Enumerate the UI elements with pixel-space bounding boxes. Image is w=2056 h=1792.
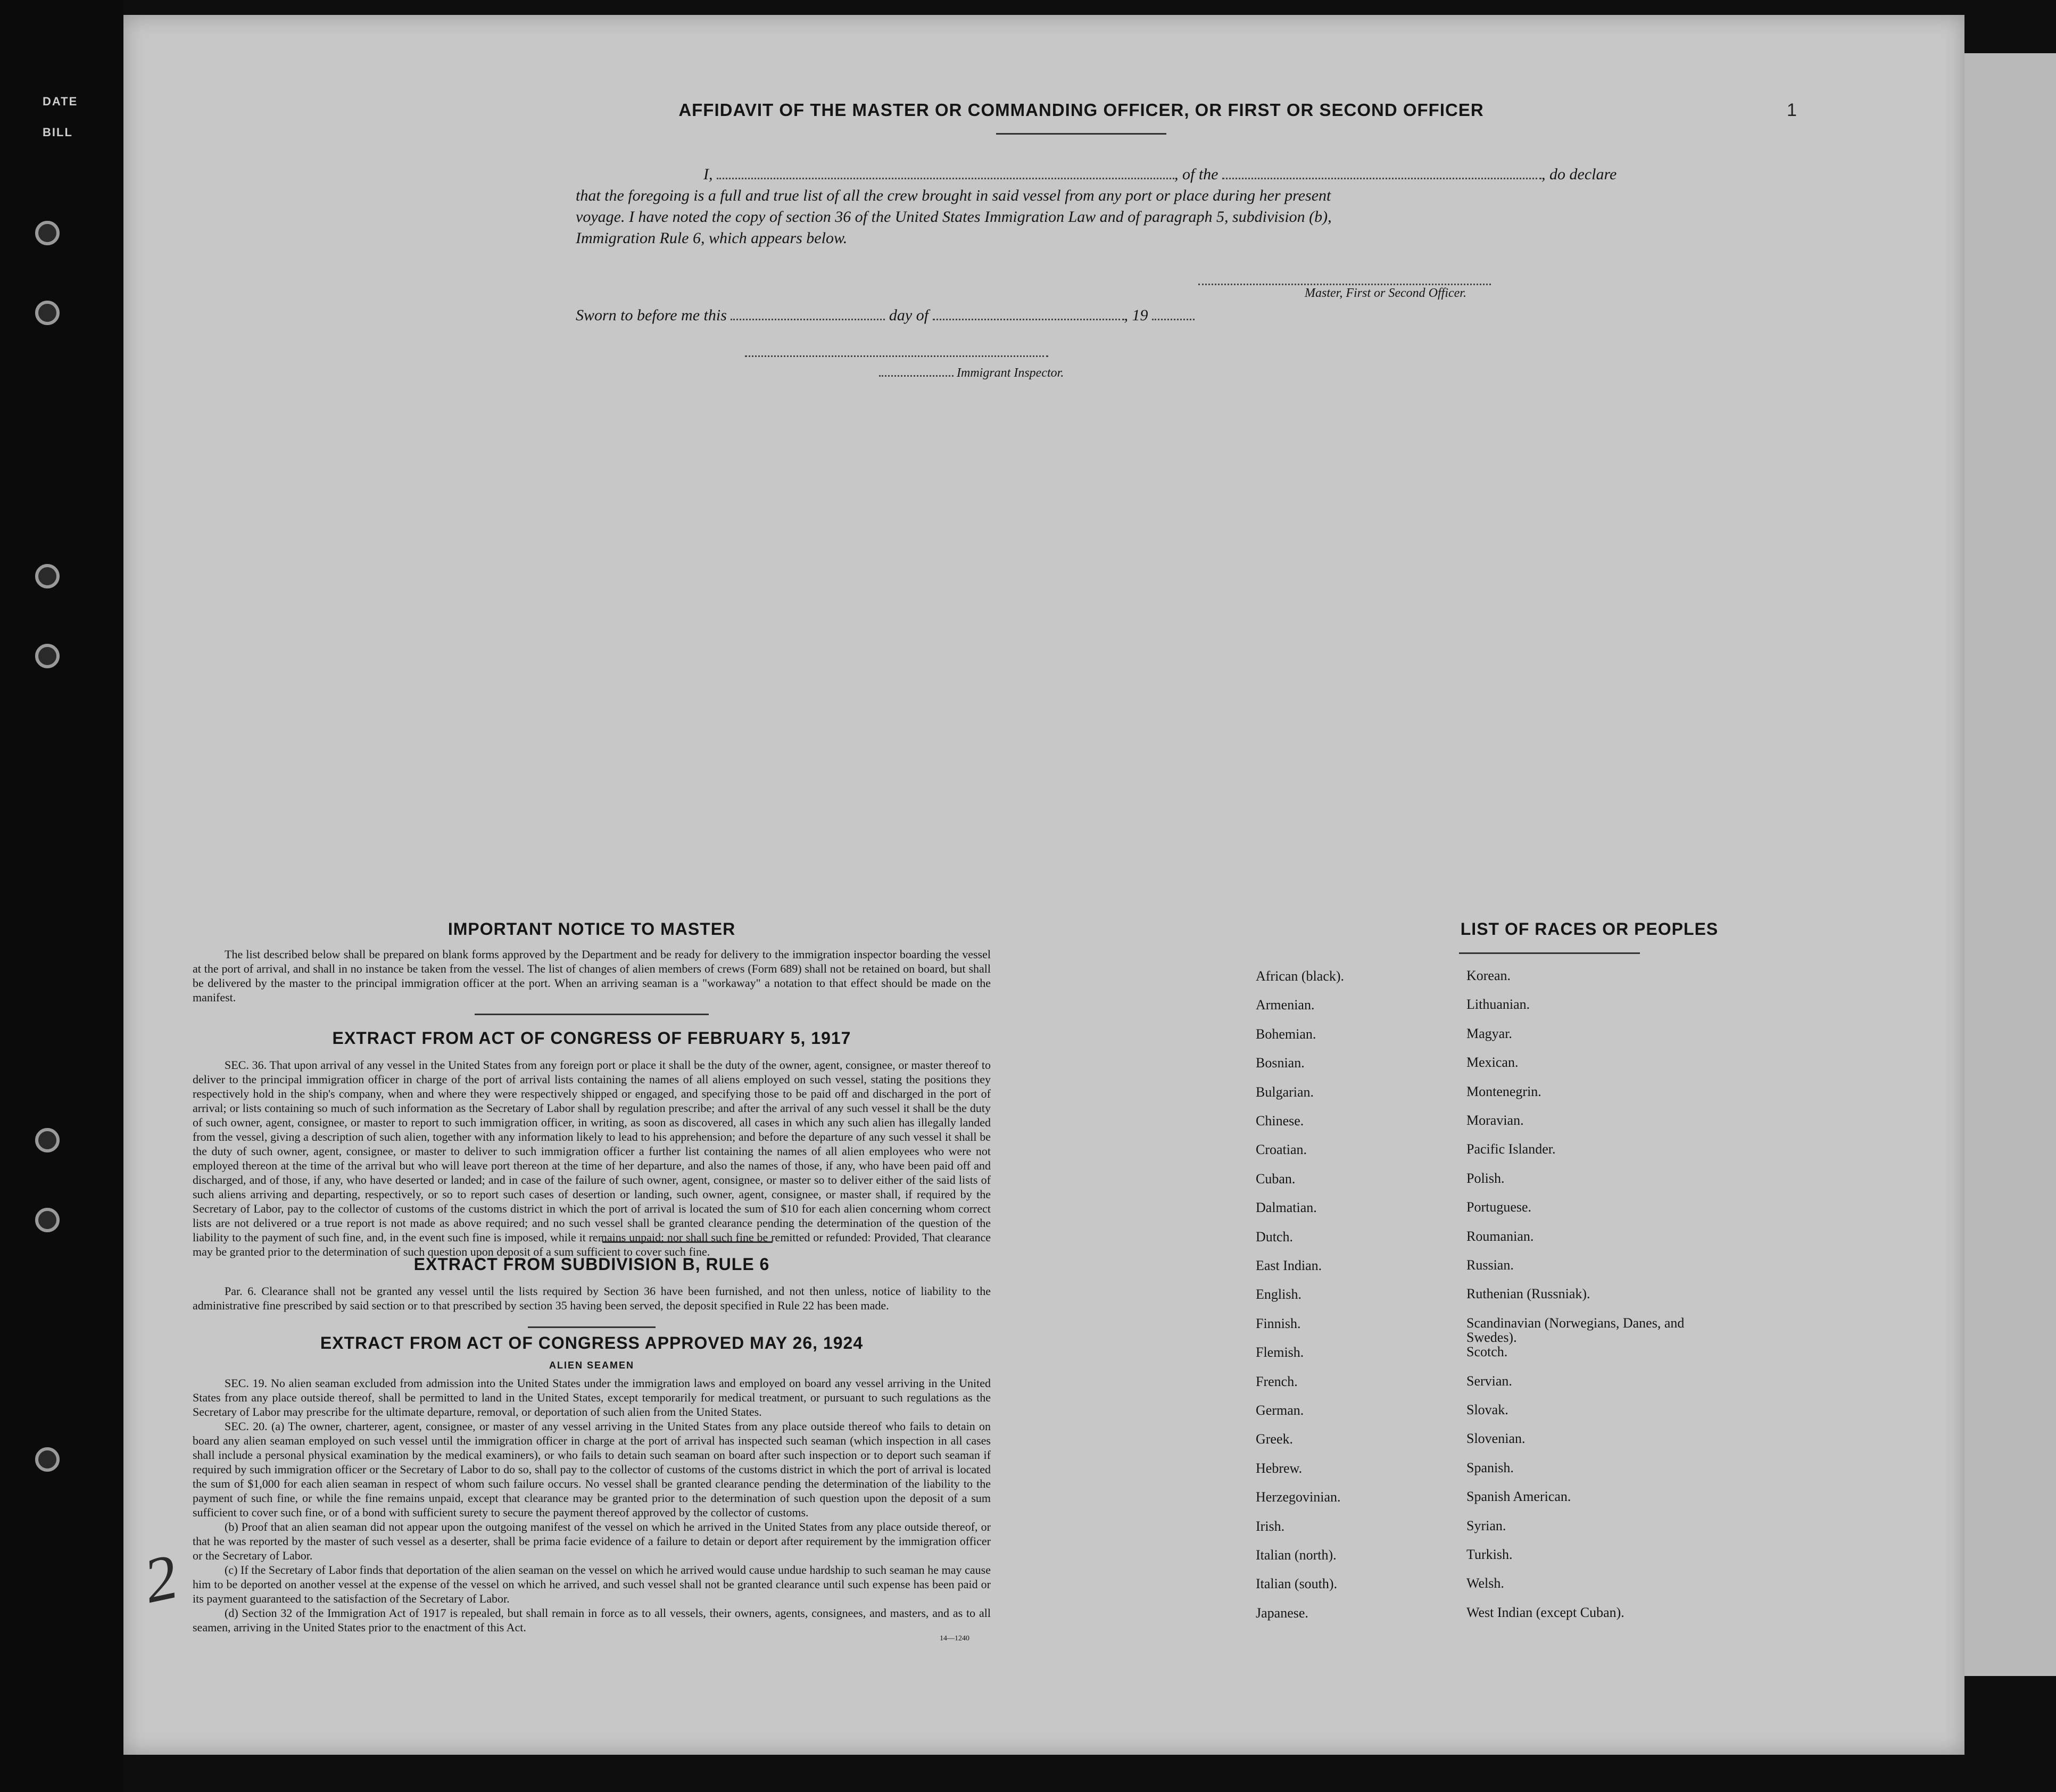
race-item: Slovak. [1466,1402,1508,1417]
sec-20a-text: SEC. 20. (a) The owner, charterer, agent, consignee, or master of any vessel arriving in the United States from any place outside thereof who fails to detain on board any alien seaman employed on such vessel until the immigration officer in charge at the port of arrival has inspected such seaman (which inspection in all cases shall include a personal physical examination by the medical examiners), or who fails to detain such seaman on board after such inspection or to deport such seaman if required by such immigration officer or the Secretary of Labor to do so, shall pay to the collector of customs of the customs district in which the port of arrival is located the sum of $1,000 for each alien seaman in respect of whom such failure occurs. No vessel shall be granted clearance pending the determination of the liability to the payment of such fine, or while the fine remains unpaid, except that clearance may be granted prior to the determination of such question upon the deposit of a sum sufficient to cover such fine, or of a bond with sufficient surety to secure the payment thereof approved by the collector of customs. [193,1420,991,1519]
race-item: Flemish. [1256,1345,1304,1360]
race-row [1256,1576,1708,1605]
extract-rule6-text: Par. 6. Clearance shall not be granted any vessel until the lists required by Section 36 have been furnished, and not then unless, notice of liability to the administrative fine prescribed by said section or to that prescribed by section 35 having been served, the deposit specified in Rule 22 has been made. [193,1284,991,1312]
race-item: Polish. [1466,1170,1505,1186]
race-row [1256,1345,1708,1373]
race-row [1256,1171,1708,1200]
race-row [1256,1200,1708,1229]
race-row [1256,1229,1708,1258]
sec-20d-text: (d) Section 32 of the Immigration Act of 1917 is repealed, but shall remain in force as to all vessels, their owners, agents, consignees, and masters, and as to all seamen, arriving in the United States prior to the enactment of this Act. [193,1606,991,1634]
title-rule [996,133,1166,135]
race-item: Italian (north). [1256,1547,1337,1563]
race-row [1256,1026,1708,1055]
race-item: West Indian (except Cuban). [1466,1604,1624,1620]
race-item: Slovenian. [1466,1431,1526,1447]
inspector-dotted-lead [879,375,954,377]
punch-hole [35,1447,60,1472]
race-item: Russian. [1466,1257,1514,1273]
punch-hole [35,1128,60,1152]
race-row [1256,1055,1708,1084]
race-item: Magyar. [1466,1025,1512,1041]
race-item: Bohemian. [1256,1026,1316,1042]
extract-1924-title: EXTRACT FROM ACT OF CONGRESS APPROVED MAY 26, 1924 [320,1333,864,1353]
scan-left-edge [0,0,123,1792]
sworn-line [576,306,1195,325]
sworn-day-of: day of [889,306,929,324]
race-item: Spanish. [1466,1459,1514,1475]
race-item: Pacific Islander. [1466,1141,1556,1157]
race-item: Syrian. [1466,1517,1506,1533]
race-row [1256,1258,1708,1287]
affidavit-line-4: Immigration Rule 6, which appears below. [576,229,848,247]
tab-label-date: DATE [43,95,78,108]
race-item: Armenian. [1256,997,1315,1013]
form-number: 14—1240 [940,1635,969,1642]
race-row [1256,1519,1708,1547]
section-rule [528,1326,656,1328]
section-rule [602,1241,773,1243]
race-item: Croatian. [1256,1142,1307,1158]
race-item: English. [1256,1287,1301,1302]
race-item: Chinese. [1256,1113,1304,1129]
extract-1917-text: SEC. 36. That upon arrival of any vessel in the United States from any foreign port or place it shall be the duty of the owner, agent, consignee, or master thereof to deliver to the principal immigration officer in charge of the port of arrival lists containing the names of all aliens employed on such vessel, stating the positions they respectively hold in the ship's company, when and where they were respectively shipped or engaged, and specifying those to be paid off and discharged in the port of arrival; or lists containing so much of such information as the Secretary of Labor shall by regulation prescribe; and after the arrival of any such vessel it shall be the duty of such owner, agent, consignee, or master to report to such immigration officer, in writing, as soon as discovered, all cases in which any such alien has illegally landed from the vessel, giving a description of such alien, together with any information likely to lead to his apprehension; and before the departure of any such vessel it shall be the duty of such owner, agent, consignee, or master to deliver to such immigration officer a further list containing the names of all alien employees who were not employed thereon at the time of the arrival but who will leave port thereon at the time of her departure, and also the names of those, if any, who have been paid off and discharged, and of those, if any, who have deserted or landed; and in case of the failure of such owner, agent, consignee, or master so to deliver either of the said lists of such aliens arriving and departing, respectively, or so to report such cases of desertion or landing, such owner, agent, consignee, or master shall, if required by the Secretary of Labor, pay to the collector of customs of the customs district in which the port of arrival is located the sum of $10 for each alien concerning whom correct lists are not delivered or a true report is not made as above required; and no such vessel shall be granted clearance pending the determination of the question of the liability to the payment of such fine, and, in the event such fine is imposed, while it remains unpaid; nor shall such fine be remitted or refunded: Provided, That clearance may be granted prior to the determination of such question upon deposit of a sum sufficient to cover such fine. [193,1058,991,1258]
inspector-caption: Immigrant Inspector. [957,366,1064,380]
race-item: Welsh. [1466,1575,1504,1591]
race-item: African (black). [1256,968,1345,984]
affidavit-line-3: voyage. I have noted the copy of section 36 of the United States Immigration Law and of paragraph 5, subdivision (b), [576,208,1332,226]
race-item: Scotch. [1466,1344,1508,1360]
race-row [1256,1113,1708,1142]
race-row [1256,1489,1708,1518]
tab-label-bill: BILL [43,126,73,139]
races-title-rule [1459,952,1640,954]
race-row [1256,968,1708,997]
race-item: Moravian. [1466,1113,1524,1128]
punch-hole [35,564,60,588]
sec-19-text: SEC. 19. No alien seaman excluded from admission into the United States under the immigration laws and employed on board any vessel arriving in the United States from any place outside thereof, shall be permitted to land in the United States, except temporarily for medical treatment, or pursuant to such regulations as the Secretary of Labor may prescribe for the ultimate departure, removal, or deportation of such alien from the United States. [193,1376,991,1418]
race-item: Montenegrin. [1466,1083,1541,1099]
race-item: Cuban. [1256,1171,1296,1187]
sec-20c-text: (c) If the Secretary of Labor finds that deportation of the alien seaman on the vessel on which he arrived would cause undue hardship to such seaman he may cause him to be deported on another vessel at the expense of the vessel on which he arrived, and such vessel shall not be granted clearance until such expense has been paid or its payment guaranteed to the satisfaction of the Secretary of Labor. [193,1563,991,1605]
name-field[interactable] [717,178,1174,179]
race-item: Finnish. [1256,1315,1301,1331]
affidavit-i: I, [703,165,713,183]
race-item: East Indian. [1256,1258,1322,1273]
race-item: French. [1256,1373,1298,1389]
master-signature-line[interactable] [1198,284,1491,285]
race-row [1256,1287,1708,1315]
inspector-caption-row [879,366,1064,380]
section-rule [475,1014,709,1015]
sworn-year: , 19 [1124,306,1148,324]
punch-hole [35,1208,60,1232]
master-caption: Master, First or Second Officer. [1305,286,1466,300]
race-row [1256,1605,1708,1634]
race-row [1256,1403,1708,1431]
sec-20b-text: (b) Proof that an alien seaman did not appear upon the outgoing manifest of the vessel on which he arrived in the United States from any place outside thereof, or that he was reported by the master of such vessel as a deserter, shall be prima facie evidence of a failure to detain or deport after requirement by the immigration officer or the Secretary of Labor. [193,1520,991,1562]
extract-1924-body [193,1376,991,1643]
affidavit-do-declare: , do declare [1541,165,1617,183]
punch-hole [35,644,60,668]
extract-1924-subtitle: ALIEN SEAMEN [549,1360,634,1371]
notice-text: The list described below shall be prepared on blank forms approved by the Department and be ready for delivery to the immigration inspector boarding the vessel at the port of arrival, and shall in no instance be taken from the vessel. The list of changes of alien members of crews (Form 689) shall not be retained on board, but shall be delivered by the master to the principal immigration officer at the port. When an arriving seaman is a "workaway" a notation to that effect should be made on the manifest. [193,948,991,1004]
sworn-month-field[interactable] [933,319,1124,320]
race-item: Spanish American. [1466,1489,1571,1505]
race-item: Bosnian. [1256,1055,1305,1071]
affidavit-of-the: , of the [1174,165,1218,183]
punch-hole [35,301,60,325]
race-item: German. [1256,1403,1304,1418]
vessel-field[interactable] [1222,178,1541,179]
race-row [1256,1374,1708,1403]
race-item: Servian. [1466,1373,1512,1389]
race-row [1256,1142,1708,1171]
race-row [1256,1547,1708,1576]
race-row [1256,1431,1708,1460]
race-item: Hebrew. [1256,1460,1303,1476]
race-row [1256,1084,1708,1113]
inspector-signature-line[interactable] [745,355,1048,357]
race-item: Dutch. [1256,1229,1294,1245]
page-number: 1 [1787,100,1797,120]
race-item: Scandinavian (Norwegians, Danes, and Swedes). [1466,1315,1685,1345]
race-item: Roumanian. [1466,1228,1534,1244]
sworn-text: Sworn to before me this [576,306,727,324]
race-row [1256,1316,1708,1345]
race-item: Mexican. [1466,1055,1519,1071]
race-item: Korean. [1466,968,1511,983]
race-item: Ruthenian (Russniak). [1466,1286,1590,1302]
extract-rule6-title: EXTRACT FROM SUBDIVISION B, RULE 6 [413,1255,770,1274]
race-item: Japanese. [1256,1605,1308,1621]
sworn-day-field[interactable] [731,319,885,320]
race-row [1256,1461,1708,1489]
race-item: Lithuanian. [1466,997,1530,1013]
affidavit-body [576,164,1672,249]
races-title: LIST OF RACES OR PEOPLES [1460,919,1719,939]
race-item: Turkish. [1466,1547,1513,1562]
extract-1917-title: EXTRACT FROM ACT OF CONGRESS OF FEBRUARY 5, 1917 [332,1028,851,1048]
race-item: Irish. [1256,1518,1285,1534]
race-item: Herzegovinian. [1256,1489,1341,1505]
race-item: Portuguese. [1466,1199,1532,1215]
sworn-year-field[interactable] [1152,319,1195,320]
race-item: Dalmatian. [1256,1200,1317,1216]
notice-title: IMPORTANT NOTICE TO MASTER [447,919,736,939]
punch-hole [35,221,60,245]
race-item: Italian (south). [1256,1576,1338,1592]
affidavit-title: AFFIDAVIT OF THE MASTER OR COMMANDING OFFICER, OR FIRST OR SECOND OFFICER [678,100,1484,120]
race-row [1256,997,1708,1026]
handwritten-mark: 2 [137,1540,184,1616]
affidavit-line-2: that the foregoing is a full and true list of all the crew brought in said vessel from any port or place during her present [576,187,1331,204]
race-item: Greek. [1256,1431,1294,1447]
race-item: Bulgarian. [1256,1084,1314,1100]
